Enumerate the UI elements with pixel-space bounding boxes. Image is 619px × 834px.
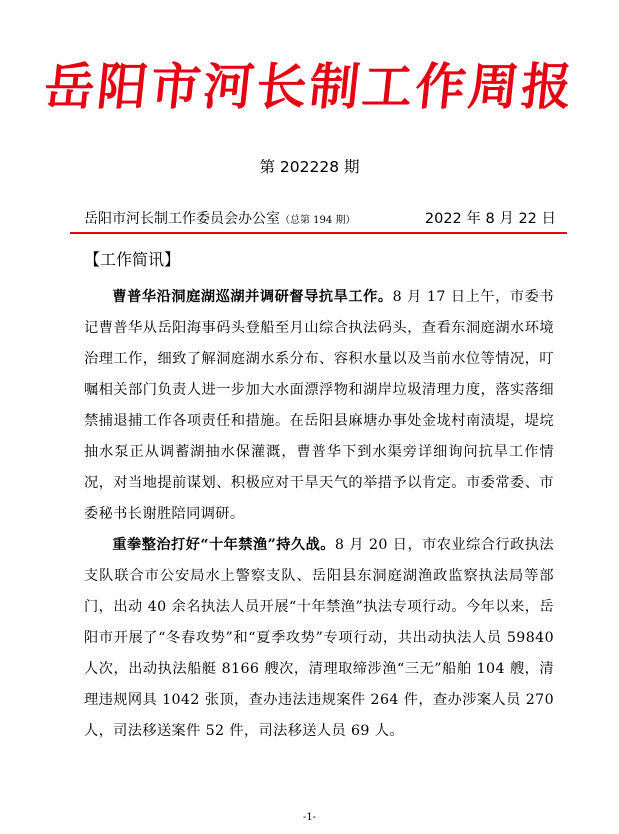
masthead-title: 岳阳市河长制工作周报 (41, 57, 578, 116)
total-issue-number: （总第 194 期） (280, 215, 356, 226)
section-heading: 【工作简讯】 (84, 250, 181, 269)
article-text: 8 月 20 日，市农业综合行政执法支队联合市公安局水上警察支队、岳阳县东洞庭湖渔政监察执法局等部门，出动 40 余名执法人员开展“十年禁渔”执法专项行动。今年以来，岳阳市开展了“冬春攻势”和“夏季攻势”专项行动，共出动执法人员 59840 人次，出动执法船艇 8166 艘次，清理取缔涉渔“三无”船舶 104 艘，清理违规网具 1042 张顶，查办违法违规案件 264 件，查办涉案人员 270 人，司法移送案件 52 件，司法移送人员 69 人。 (84, 537, 554, 739)
article-text: 8 月 17 日上午，市委书记曹普华从岳阳海事码头登船至月山综合执法码头，查看东洞庭湖水环境治理工作，细致了解洞庭湖水系分布、容积水量以及当前水位等情况，叮嘱相关部门负责人进一步加大水面漂浮物和湖岸垃圾清理力度，落实落细禁捕退捕工作各项责任和措施。在岳阳县麻塘办事处金垅村南渍堤，堤垸抽水泵正从调蓄湖抽水保灌溉，曹普华下到水渠旁详细询问抗旱工作情况，对当地提前谋划、积极应对干旱天气的举措予以肯定。市委常委、市委秘书长谢胜陪同调研。 (84, 289, 554, 522)
issuer-line (84, 210, 564, 230)
article-lead: 重拳整治打好“十年禁渔”持久战。 (112, 537, 335, 553)
article-body (84, 282, 554, 747)
issue-date: 2022 年 8 月 22 日 (424, 211, 556, 227)
issuer-office: 岳阳市河长制工作委员会办公室 (84, 211, 280, 227)
header-divider (70, 232, 567, 234)
article-paragraph (84, 282, 554, 530)
page-number: -1- (302, 812, 317, 823)
article-paragraph (84, 530, 554, 747)
issue-number: 第 202228 期 (259, 158, 360, 176)
article-lead: 曹普华沿洞庭湖巡湖并调研督导抗旱工作。 (112, 289, 393, 305)
